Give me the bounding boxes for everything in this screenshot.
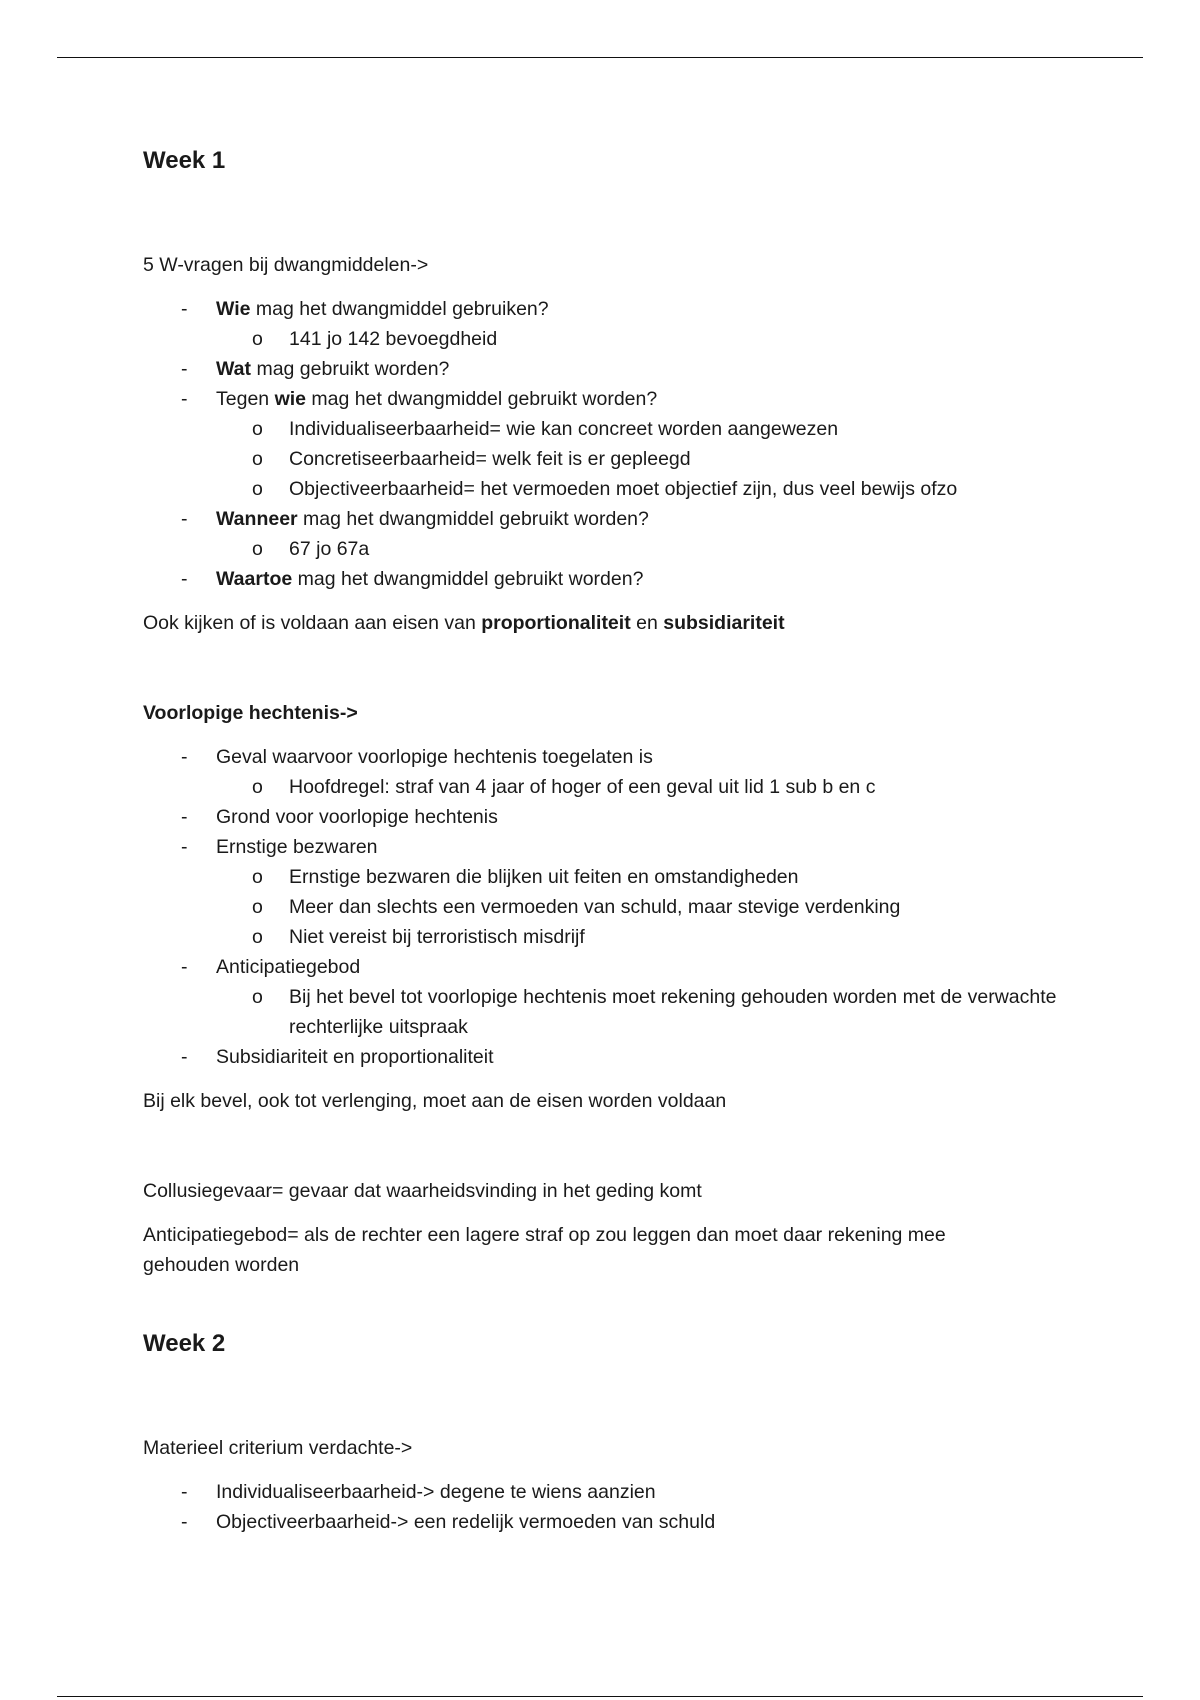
dash-bullet: -	[181, 1046, 188, 1068]
item-text: Ernstige bezwaren die blijken uit feiten en omstandigheden	[289, 866, 799, 888]
item-text: Subsidiariteit en proportionaliteit	[216, 1046, 494, 1068]
list-item	[143, 1507, 1083, 1537]
circle-bullet: o	[252, 418, 263, 440]
item-text: Niet vereist bij terroristisch misdrijf	[289, 926, 585, 948]
bold-term: Waartoe	[216, 568, 293, 590]
list-item	[143, 1477, 1083, 1507]
bold-term: Wanneer	[216, 508, 298, 530]
bevel-note: Bij elk bevel, ook tot verlenging, moet aan de eisen worden voldaan	[143, 1090, 727, 1112]
sub-list-item	[216, 444, 1083, 474]
dash-bullet: -	[181, 956, 188, 978]
circle-bullet: o	[252, 866, 263, 888]
sub-list-item	[216, 414, 1083, 444]
item-text: Individualiseerbaarheid= wie kan concreet worden aangewezen	[289, 418, 839, 440]
list-item	[143, 294, 1083, 354]
item-text: Grond voor voorlopige hechtenis	[216, 806, 498, 828]
note-text: en	[630, 612, 664, 634]
list-item	[143, 742, 1083, 802]
item-text: mag het dwangmiddel gebruikt worden?	[306, 388, 658, 410]
item-text: Tegen	[216, 388, 275, 410]
circle-bullet: o	[252, 538, 263, 560]
item-text: mag gebruikt worden?	[251, 358, 450, 380]
sub-list-item	[216, 324, 1083, 354]
circle-bullet: o	[252, 926, 263, 948]
list-item	[143, 504, 1083, 564]
sub-list-item	[216, 772, 1083, 802]
item-text: 67 jo 67a	[289, 538, 370, 560]
sub-list-item	[216, 982, 1083, 1042]
item-text: Concretiseerbaarheid= welk feit is er gepleegd	[289, 448, 691, 470]
item-text: Hoofdregel: straf van 4 jaar of hoger of een geval uit lid 1 sub b en c	[289, 776, 876, 798]
dash-bullet: -	[181, 508, 188, 530]
dash-bullet: -	[181, 568, 188, 590]
item-text: Individualiseerbaarheid-> degene te wiens aanzien	[216, 1481, 656, 1503]
sub-list-item	[216, 922, 1083, 952]
sub-list-item	[216, 862, 1083, 892]
bold-term: Wat	[216, 358, 252, 380]
circle-bullet: o	[252, 896, 263, 918]
dash-bullet: -	[181, 806, 188, 828]
circle-bullet: o	[252, 986, 263, 1008]
dash-bullet: -	[181, 388, 188, 410]
document-page	[143, 143, 1083, 1537]
week1-intro: 5 W-vragen bij dwangmiddelen->	[143, 254, 429, 276]
circle-bullet: o	[252, 776, 263, 798]
collusie-definition: Collusiegevaar= gevaar dat waarheidsvinding in het geding komt	[143, 1180, 702, 1202]
bold-term: wie	[274, 388, 306, 410]
list-item	[143, 354, 1083, 384]
note-text: Ook kijken of is voldaan aan eisen van	[143, 612, 482, 634]
week2-heading: Week 2	[143, 1330, 226, 1357]
week2-list	[143, 1477, 1083, 1537]
item-text: Anticipatiegebod	[216, 956, 361, 978]
item-text: Bij het bevel tot voorlopige hechtenis moet rekening gehouden worden met de verwachte rechterlijke uitspraak	[289, 986, 1057, 1038]
w-questions-list	[143, 294, 1083, 594]
circle-bullet: o	[252, 478, 263, 500]
circle-bullet: o	[252, 448, 263, 470]
item-text: Ernstige bezwaren	[216, 836, 378, 858]
anticipatiegebod-definition: Anticipatiegebod= als de rechter een lagere straf op zou leggen dan moet daar rekening mee gehouden worden	[143, 1224, 946, 1276]
week1-heading: Week 1	[143, 147, 226, 174]
item-text: mag het dwangmiddel gebruiken?	[250, 298, 549, 320]
dash-bullet: -	[181, 1511, 188, 1533]
item-text: Geval waarvoor voorlopige hechtenis toegelaten is	[216, 746, 653, 768]
dash-bullet: -	[181, 836, 188, 858]
circle-bullet: o	[252, 328, 263, 350]
list-item	[143, 1042, 1083, 1072]
list-item	[143, 384, 1083, 504]
sub-list-item	[216, 474, 1083, 504]
list-item	[143, 564, 1083, 594]
sub-list-item	[216, 892, 1083, 922]
item-text: mag het dwangmiddel gebruikt worden?	[292, 568, 644, 590]
dash-bullet: -	[181, 1481, 188, 1503]
list-item	[143, 952, 1083, 1042]
week2-intro: Materieel criterium verdachte->	[143, 1437, 413, 1459]
sub-list-item	[216, 534, 1083, 564]
item-text: mag het dwangmiddel gebruikt worden?	[297, 508, 649, 530]
item-text: Objectiveerbaarheid-> een redelijk vermoeden van schuld	[216, 1511, 716, 1533]
item-text: Objectiveerbaarheid= het vermoeden moet objectief zijn, dus veel bewijs ofzo	[289, 478, 958, 500]
bold-term: proportionaliteit	[481, 612, 631, 634]
list-item	[143, 802, 1083, 832]
proportionality-note	[143, 608, 1083, 638]
bold-term: subsidiariteit	[663, 612, 785, 634]
item-text: Meer dan slechts een vermoeden van schuld, maar stevige verdenking	[289, 896, 901, 918]
dash-bullet: -	[181, 746, 188, 768]
header-rule	[57, 57, 1143, 58]
bold-term: Wie	[216, 298, 251, 320]
list-item	[143, 832, 1083, 952]
item-text: 141 jo 142 bevoegdheid	[289, 328, 498, 350]
vh-heading: Voorlopige hechtenis->	[143, 702, 358, 724]
dash-bullet: -	[181, 298, 188, 320]
dash-bullet: -	[181, 358, 188, 380]
footer-rule	[57, 1696, 1143, 1697]
vh-list	[143, 742, 1083, 1072]
